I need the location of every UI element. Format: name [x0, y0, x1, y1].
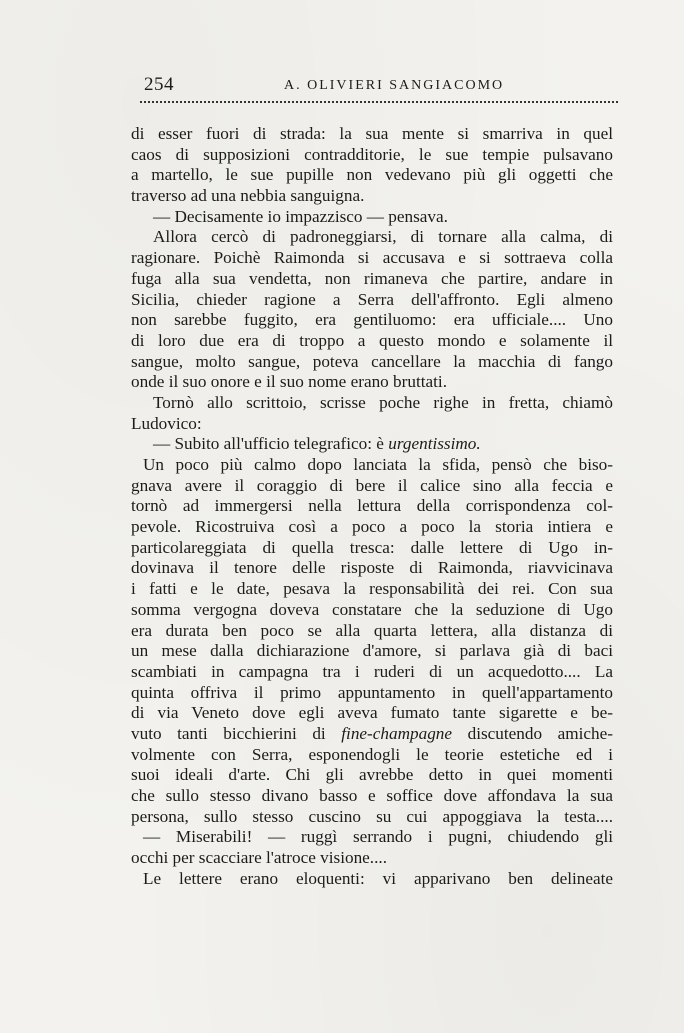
- text-line: Un poco più calmo dopo lanciata la sfida, pensò che biso-: [143, 455, 613, 474]
- text-line: somma vergogna doveva constatare che la seduzione di Ugo: [131, 599, 613, 619]
- text-line: occhi per scacciare l'atroce visione....: [131, 848, 387, 868]
- text-line: un mese dalla dichiarazione d'amore, si parlava già di baci: [131, 641, 613, 661]
- text-span: discutendo amiche-: [452, 723, 613, 743]
- header-rule: [140, 101, 618, 103]
- text-line: era durata ben poco se alla quarta lettera, alla distanza di: [131, 620, 613, 640]
- running-head: A. OLIVIERI SANGIACOMO: [284, 78, 505, 93]
- text-line: Tornò allo scrittoio, scrisse poche righe in fretta, chiamò: [153, 392, 613, 412]
- text-line: che sullo stesso divano basso e soffice dove affondava la sua: [131, 786, 613, 805]
- page-number: 254: [144, 74, 174, 95]
- text-line: [131, 434, 613, 455]
- text-line: quinta offriva il primo appuntamento in quell'appartamento: [131, 682, 613, 702]
- italic-word: urgentissimo.: [388, 434, 481, 454]
- text-line: suoi ideali d'arte. Chi gli avrebbe detto in quei momenti: [131, 765, 613, 785]
- text-line: — Miserabili! — ruggì serrando i pugni, chiudendo gli: [143, 827, 613, 847]
- text-line: [131, 724, 613, 745]
- text-line: Ludovico:: [131, 413, 202, 433]
- text-line: sangue, molto sangue, poteva cancellare la macchia di fango: [131, 351, 613, 371]
- text-line: persona, sullo stesso cuscino su cui appoggiava la testa....: [131, 806, 613, 826]
- body-text: [131, 124, 613, 889]
- text-line: i fatti e le date, pesava la responsabilità dei rei. Con sua: [131, 579, 613, 599]
- text-line: Allora cercò di padroneggiarsi, di tornare alla calma, di: [153, 227, 613, 247]
- text-line: ragionare. Poichè Raimonda si accusava e si sottraeva colla: [131, 248, 613, 268]
- text-line: gnava avere il coraggio di bere il calice sino alla feccia e: [131, 475, 613, 495]
- text-line: fuga alla sua vendetta, non rimaneva che partire, andare in: [131, 268, 613, 288]
- text-line: non sarebbe fuggito, era gentiluomo: era ufficiale.... Uno: [131, 310, 613, 330]
- text-line: di esser fuori di strada: la sua mente si smarriva in quel: [131, 124, 613, 143]
- text-line: pevole. Ricostruiva così a poco a poco la storia intiera e: [131, 517, 613, 537]
- text-line: traverso ad una nebbia sanguigna.: [131, 186, 365, 206]
- page-header: [140, 74, 620, 98]
- text-line: caos di supposizioni contradditorie, le sue tempie pulsavano: [131, 144, 613, 164]
- text-line: dovinava il tenore delle risposte di Raimonda, riavvicinava: [131, 558, 613, 578]
- text-line: di via Veneto dove egli aveva fumato tante sigarette e be-: [131, 703, 613, 723]
- text-line: scambiati in campagna tra i ruderi di un acquedotto.... La: [131, 661, 613, 681]
- text-line: particolareggiata di quella tresca: dalle lettere di Ugo in-: [131, 537, 613, 557]
- text-line: a martello, le sue pupille non vedevano più gli oggetti che: [131, 165, 613, 185]
- text-line: tornò ad immergersi nella lettura della corrispondenza col-: [131, 496, 613, 516]
- text-line: volmente con Serra, esponendogli le teorie estetiche ed i: [131, 744, 613, 764]
- italic-word: fine-champagne: [341, 723, 453, 743]
- text-span: vuto tanti bicchierini di: [131, 723, 342, 743]
- text-line: onde il suo onore e il suo nome erano bruttati.: [131, 372, 447, 392]
- text-line: Le lettere erano eloquenti: vi apparivano ben delineate: [143, 868, 613, 888]
- text-line: — Decisamente io impazzisco — pensava.: [153, 206, 448, 226]
- text-span: — Subito all'ufficio telegrafico: è: [153, 434, 389, 454]
- text-line: Sicilia, chieder ragione a Serra dell'affronto. Egli almeno: [131, 289, 613, 309]
- text-line: di loro due era di troppo a questo mondo e solamente il: [131, 330, 613, 350]
